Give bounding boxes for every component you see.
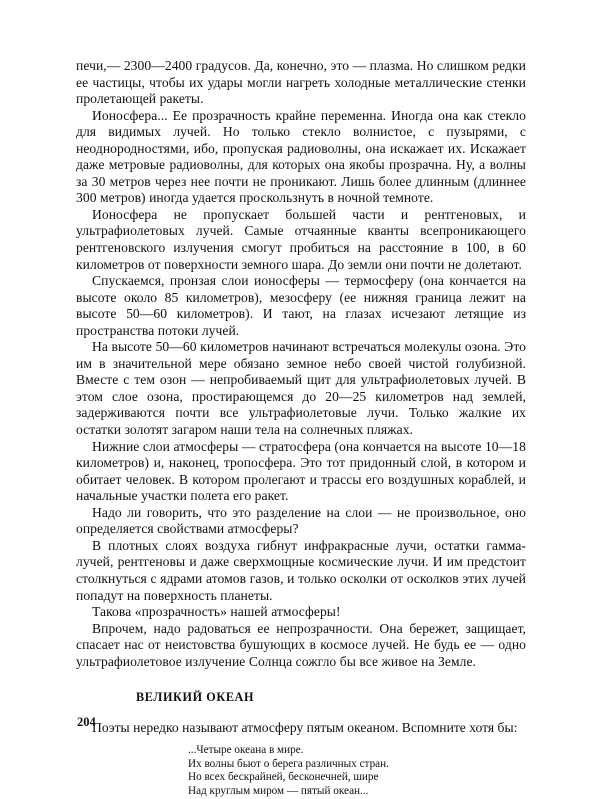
paragraph-7: Надо ли говорить, что это разделение на слои — не произвольное, оно определяется свойствами атмосферы? — [76, 504, 526, 537]
section-heading: ВЕЛИКИЙ ОКЕАН — [136, 690, 255, 705]
paragraph-2: Ионосфера... Ее прозрачность крайне переменна. Иногда она как стекло для видимых лучей. Но только стекло волнистое, с пузырями, с неоднородностями, ибо, пропуская радиоволны, она искажает их. Искажает даже метровые радиоволны, для которых она якобы прозрачна. Ну, а волны за 30 метров через нее почти не проникают. Лишь более длинным (длиннее 300 метров) иногда удается проскользнуть в ночной темноте. — [76, 107, 526, 206]
poem-line-4: Над круглым миром — пятый океан... — [188, 785, 369, 798]
paragraph-5: На высоте 50—60 километров начинают встречаться молекулы озона. Это им в значительной мере обязано земное небо своей чистой голубизной. Вместе с тем озон — непробиваемый щит для ультрафиолетовых лучей. В этом слое озона, простирающемся до 20—25 километров над землей, задерживаются почти все ультрафиолетовые лучи. Только жалкие их остатки золотят загаром наши тела на солнечных пляжах. — [76, 339, 526, 438]
poem-line-3: Но всех бескрайней, бесконечней, шире — [188, 771, 379, 784]
paragraph-10: Впрочем, надо радоваться ее непрозрачности. Она бережет, защищает, спасает нас от неистовства бушующих в космосе лучей. Не будь ее — одно ультрафиолетовое излучение Солнца сожгло бы все живое на Земле. — [76, 620, 526, 669]
body-text — [76, 58, 526, 670]
paragraph-6: Нижние слои атмосферы — стратосфера (она кончается на высоте 10—18 километров) и, наконец, тропосфера. Это тот придонный слой, в котором и обитает человек. В котором пролегают и трассы его воздушных кораблей, и начальные участки полета его ракет. — [76, 438, 526, 504]
paragraph-1: печи,— 2300—2400 градусов. Да, конечно, это — плазма. Но слишком редки ее частицы, чтобы их удары могли нагреть холодные металлические стенки пролетающей ракеты. — [76, 58, 526, 107]
poem-line-1: ...Четыре океана в мире. — [188, 743, 304, 756]
poem-line-2: Их волны бьют о берега различных стран. — [188, 757, 389, 770]
paragraph-9: Такова «прозрачность» нашей атмосферы! — [92, 604, 341, 620]
section-intro: Поэты нередко называют атмосферу пятым океаном. Вспомните хотя бы: — [92, 720, 518, 736]
page-number: 204 — [77, 715, 96, 729]
paragraph-3: Ионосфера не пропускает большей части и рентгеновых, и ультрафиолетовых лучей. Самые отчаянные кванты всепроникающего рентгеновского излучения смогут пробиться на расстояние в 100, в 60 километров от поверхности земного шара. До земли они почти не долетают. — [76, 206, 526, 272]
paragraph-4: Спускаемся, пронзая слои ионосферы — термосферу (она кончается на высоте около 85 километров), мезосферу (ее нижняя граница лежит на высоте 50—60 километров). И тают, на глазах исчезают летящие из пространства потоки лучей. — [76, 273, 526, 338]
poem-quote — [188, 744, 526, 799]
paragraph-8: В плотных слоях воздуха гибнут инфракрасные лучи, остатки гамма-лучей, рентгеновы и даже сверхмощные космические лучи. И им предстоит столкнуться с ядрами атомов газов, и только осколки от осколков этих лучей попадут на поверхность планеты. — [76, 537, 526, 603]
